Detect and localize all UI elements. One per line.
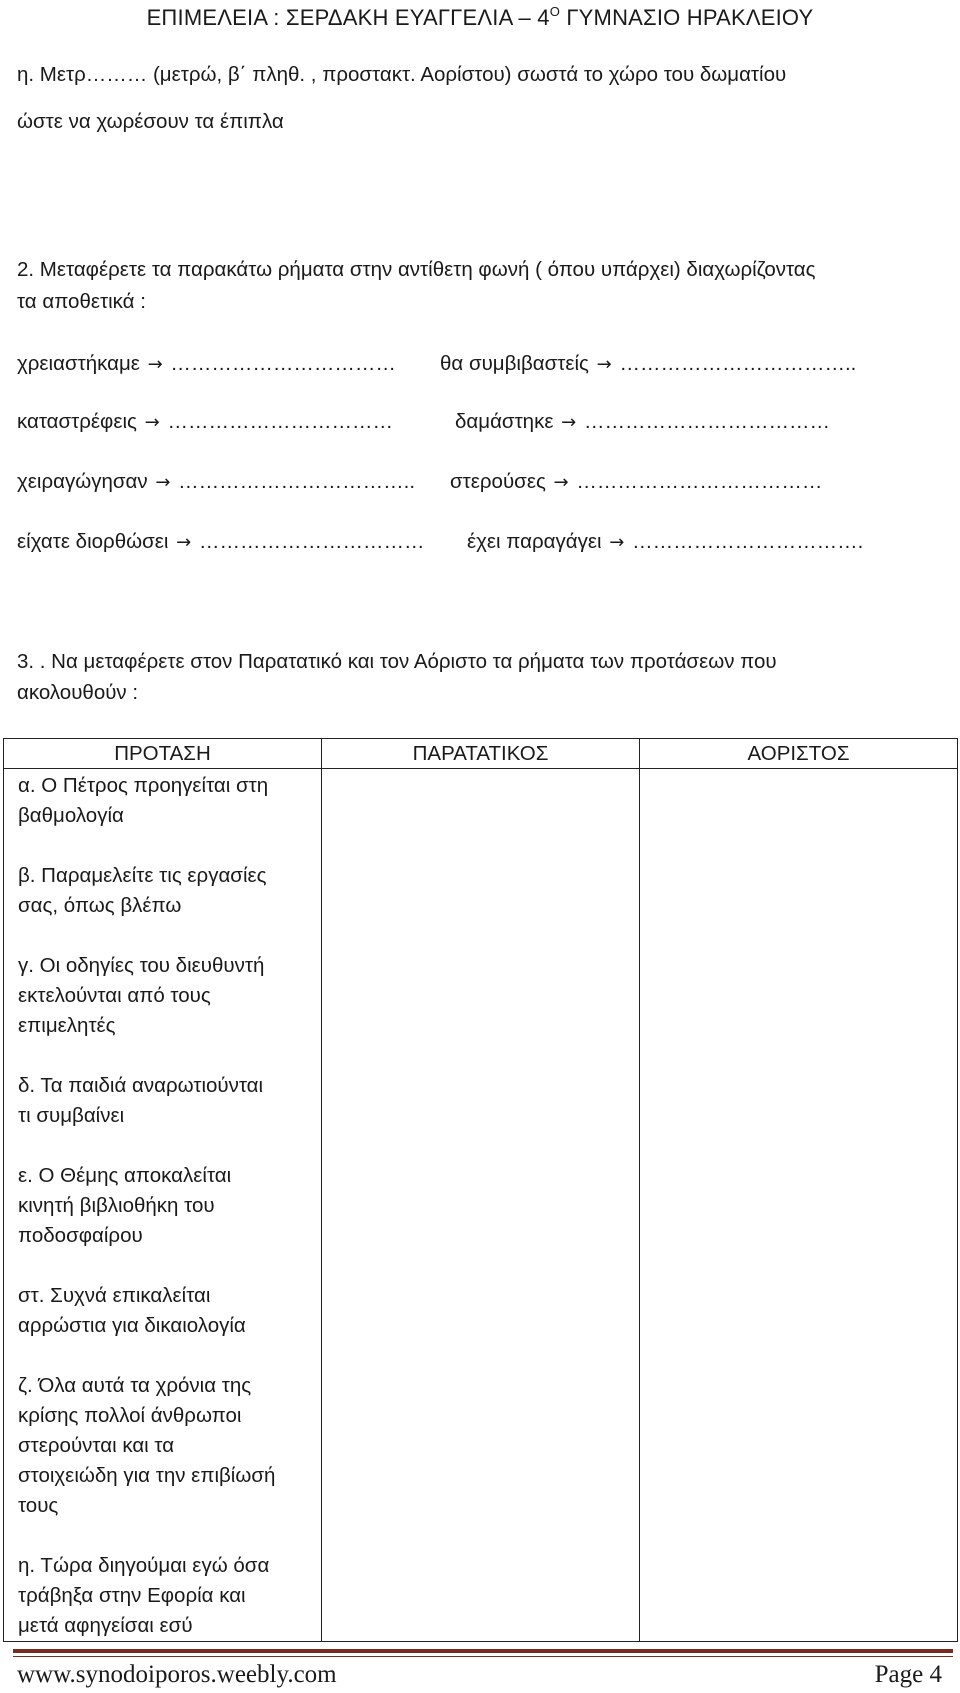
aorist-answer-cell[interactable] bbox=[640, 769, 958, 1642]
sentence-line: γ. Οι οδηγίες του διευθυντή bbox=[18, 954, 265, 977]
arrow-right-icon: → bbox=[176, 532, 192, 553]
header-title-superscript: Ο bbox=[549, 4, 561, 19]
item-eta-line-1: η. Μετρ……… (μετρώ, β΄ πληθ. , προστακτ. Αορίστου) σωστά το χώρο του δωματίου bbox=[17, 63, 787, 86]
sentence-line: κινητή βιβλιοθήκη του bbox=[18, 1194, 215, 1217]
arrow-right-icon: → bbox=[147, 354, 163, 375]
verb-label: καταστρέφεις bbox=[17, 410, 137, 433]
exercise3-table bbox=[3, 738, 958, 1642]
sentences-cell bbox=[4, 769, 322, 1642]
arrow-right-icon: → bbox=[596, 354, 612, 375]
sentence-line: ποδοσφαίρου bbox=[18, 1224, 143, 1247]
sentence-line: κρίσης πολλοί άνθρωποι bbox=[18, 1404, 242, 1427]
sentence-line: μετά αφηγείσαι εσύ bbox=[18, 1614, 193, 1637]
header-title-before: ΕΠΙΜΕΛΕΙΑ : ΣΕΡΔΑΚΗ ΕΥΑΓΓΕΛΙΑ – 4 bbox=[146, 5, 550, 30]
sentence-line: δ. Τα παιδιά αναρωτιούνται bbox=[18, 1074, 264, 1097]
footer-page-number: Page 4 bbox=[874, 1661, 942, 1688]
sentence-line: στ. Συχνά επικαλείται bbox=[18, 1284, 211, 1307]
answer-blank[interactable]: ……………………………… bbox=[576, 470, 823, 493]
sentence-line: εκτελούνται από τους bbox=[18, 984, 211, 1007]
table-row bbox=[4, 769, 958, 1642]
answer-blank[interactable]: ……………………………. bbox=[632, 530, 864, 553]
sentence-item bbox=[18, 951, 321, 1041]
answer-blank[interactable]: …………………………… bbox=[167, 410, 393, 433]
sentence-line: ε. Ο Θέμης αποκαλείται bbox=[18, 1164, 232, 1187]
verb-label: χειραγώγησαν bbox=[17, 470, 148, 493]
answer-blank[interactable]: ……………………………… bbox=[583, 410, 830, 433]
verb-pair-left bbox=[17, 352, 396, 376]
sentence-line: σας, όπως βλέπω bbox=[18, 894, 182, 917]
sentence-item bbox=[18, 1281, 321, 1341]
verb-label: είχατε διορθώσει bbox=[17, 530, 169, 553]
verb-label: στερούσες bbox=[450, 470, 546, 493]
exercise3-instruction-line-1: 3. . Να μεταφέρετε στον Παρατατικό και τον Αόριστο τα ρήματα των προτάσεων που bbox=[17, 650, 777, 673]
verb-pair-left bbox=[17, 530, 424, 554]
verb-pair-right bbox=[467, 530, 863, 554]
answer-blank[interactable]: …………………………… bbox=[198, 530, 425, 553]
sentence-item bbox=[18, 771, 321, 831]
sentence-item bbox=[18, 1551, 321, 1641]
header-title-after: ΓΥΜΝΑΣΙΟ ΗΡΑΚΛΕΙΟΥ bbox=[560, 5, 814, 30]
sentence-line: στοιχειώδη για την επιβίωσή bbox=[18, 1464, 276, 1487]
sentence-line: αρρώστια για δικαιολογία bbox=[18, 1314, 246, 1337]
sentence-line: τράβηξα στην Εφορία και bbox=[18, 1584, 246, 1607]
arrow-right-icon: → bbox=[561, 412, 577, 433]
verb-pair-right bbox=[450, 470, 822, 494]
answer-blank[interactable]: …………………………… bbox=[170, 352, 396, 375]
page-header bbox=[0, 4, 960, 31]
sentence-line: επιμελητές bbox=[18, 1014, 116, 1037]
table-header-row bbox=[4, 739, 958, 769]
verb-pair-left bbox=[17, 410, 393, 434]
exercise2-instruction-line-2: τα αποθετικά : bbox=[17, 290, 146, 313]
verb-label: χρειαστήκαμε bbox=[17, 352, 140, 375]
verb-label: δαμάστηκε bbox=[455, 410, 554, 433]
imperfect-answer-cell[interactable] bbox=[322, 769, 640, 1642]
exercise2-instruction-line-1: 2. Μεταφέρετε τα παρακάτω ρήματα στην αντίθετη φωνή ( όπου υπάρχει) διαχωρίζοντας bbox=[17, 258, 816, 281]
footer-rule-thin bbox=[13, 1656, 953, 1657]
column-header-imperfect: ΠΑΡΑΤΑΤΙΚΟΣ bbox=[322, 739, 640, 769]
sentence-item bbox=[18, 861, 321, 921]
verb-label: έχει παραγάγει bbox=[467, 530, 602, 553]
arrow-right-icon: → bbox=[155, 472, 171, 493]
sentence-item bbox=[18, 1071, 321, 1131]
answer-blank[interactable]: …………………………….. bbox=[178, 470, 416, 493]
sentence-line: στερούνται και τα bbox=[18, 1434, 175, 1457]
sentence-item bbox=[18, 1371, 321, 1521]
sentence-line: β. Παραμελείτε τις εργασίες bbox=[18, 864, 267, 887]
column-header-sentence: ΠΡΟΤΑΣΗ bbox=[4, 739, 322, 769]
column-header-aorist: ΑΟΡΙΣΤΟΣ bbox=[640, 739, 958, 769]
item-eta-line-2: ώστε να χωρέσουν τα έπιπλα bbox=[17, 110, 284, 133]
sentence-item bbox=[18, 1161, 321, 1251]
exercise3-instruction-line-2: ακολουθούν : bbox=[17, 681, 139, 704]
verb-pair-left bbox=[17, 470, 415, 494]
verb-pair-right bbox=[440, 352, 856, 376]
arrow-right-icon: → bbox=[553, 472, 569, 493]
sentence-line: τους bbox=[18, 1494, 59, 1517]
sentence-line: η. Τώρα διηγούμαι εγώ όσα bbox=[18, 1554, 270, 1577]
sentence-line: τι συμβαίνει bbox=[18, 1104, 125, 1127]
arrow-right-icon: → bbox=[144, 412, 160, 433]
sentence-line: α. Ο Πέτρος προηγείται στη bbox=[18, 774, 269, 797]
sentence-line: βαθμολογία bbox=[18, 804, 124, 827]
verb-label: θα συμβιβαστείς bbox=[440, 352, 589, 375]
footer-rule-thick bbox=[13, 1649, 953, 1653]
verb-pair-right bbox=[455, 410, 830, 434]
arrow-right-icon: → bbox=[609, 532, 625, 553]
footer-website-link[interactable]: www.synodoiporos.weebly.com bbox=[17, 1661, 337, 1688]
answer-blank[interactable]: …………………………….. bbox=[619, 352, 857, 375]
sentence-line: ζ. Όλα αυτά τα χρόνια της bbox=[18, 1374, 252, 1397]
